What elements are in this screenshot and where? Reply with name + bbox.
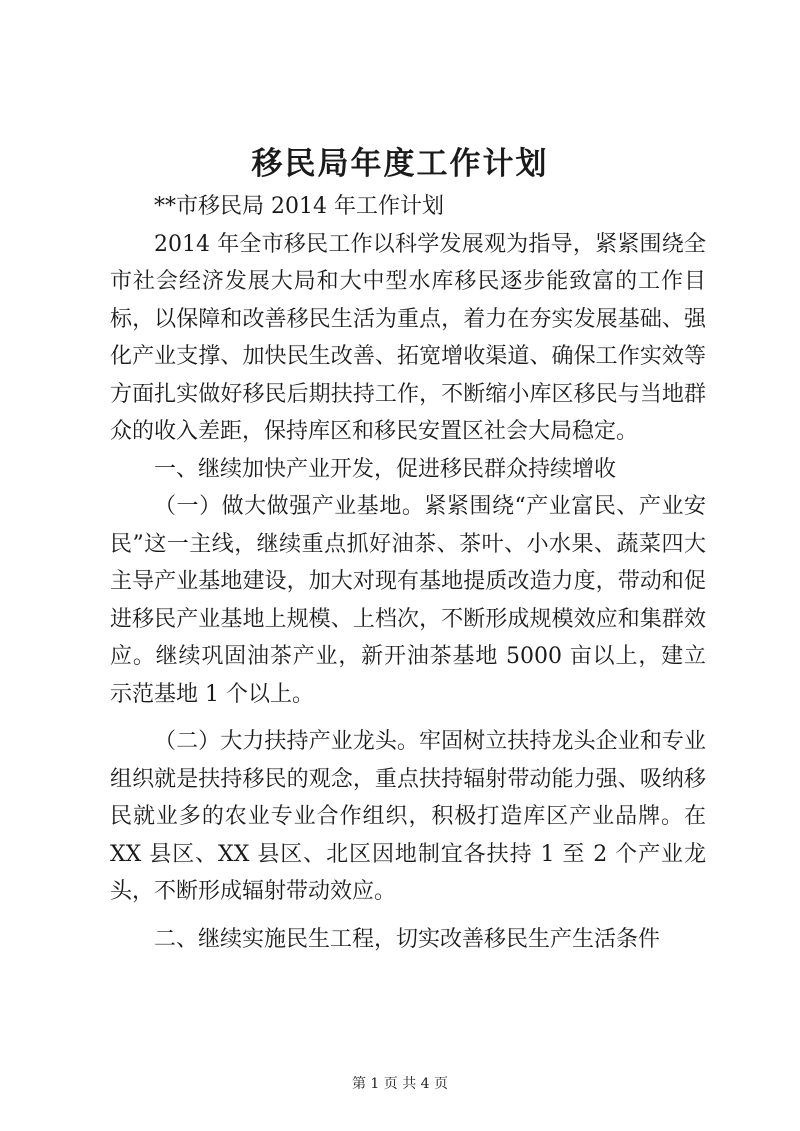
subsection-paragraph-2: （二）大力扶持产业龙头。牢固树立扶持龙头企业和专业组织就是扶持移民的观念，重点扶持辐射带动能力强、吸纳移民就业多的农业专业合作组织，积极打造库区产业品牌。在 XX 县区、XX 县区、北区因地制宜各扶持 1 至 2 个产业龙头，不断形成辐射带动效应。 — [110, 729, 706, 904]
subtitle-paragraph: **市移民局 2014 年工作计划 — [154, 194, 444, 219]
intro-paragraph: 2014 年全市移民工作以科学发展观为指导，紧紧围绕全市社会经济发展大局和大中型水库移民逐步能致富的工作目标，以保障和改善移民生活为重点，着力在夯实发展基础、强化产业支撑、加快民生改善、拓宽增收渠道、确保工作实效等方面扎实做好移民后期扶持工作，不断缩小库区移民与当地群众的收入差距，保持库区和移民安置区社会大局稳定。 — [110, 231, 706, 444]
section-heading-2: 二、继续实施民生工程，切实改善移民生产生活条件 — [154, 926, 661, 952]
document-body — [110, 188, 706, 958]
section-heading-1: 一、继续加快产业开发，促进移民群众持续增收 — [154, 456, 617, 482]
page-title: 移民局年度工作计划 — [251, 146, 549, 182]
subsection-paragraph-1: （一）做大做强产业基地。紧紧围绕“产业富民、产业安民”这一主线，继续重点抓好油茶、茶叶、小水果、蔬菜四大主导产业基地建设，加大对现有基地提质改造力度，带动和促进移民产业基地上规模、上档次，不断形成规模效应和集群效应。继续巩固油茶产业，新开油茶基地 5000 亩以上，建立示范基地 1 个以上。 — [110, 494, 706, 707]
page-footer: 第 1 页 共 4 页 — [351, 1076, 449, 1092]
